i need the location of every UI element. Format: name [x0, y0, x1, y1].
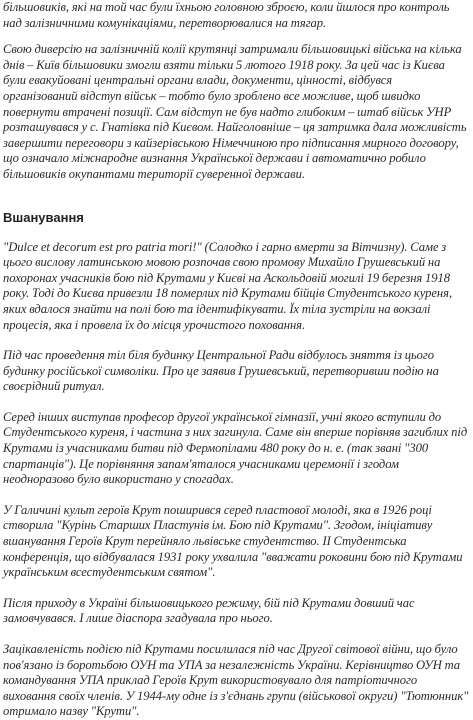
paragraph-central-rada-symbols: Під час проведення тіл біля будинку Центральної Ради відбулось зняття із цього будинку російської символіки. Про це заявив Грушевський, перетворивши подію на своєрідний ритуал.: [3, 348, 439, 394]
article-body: [3, 0, 469, 720]
paragraph-thermopylae-comparison: Серед інших виступав професор другої української гімназії, учні якого вступили до Студентського куреня, і частина з них загинула. Саме він вперше порівняв загиблих під Крутами із учасниками битви під Фермопілами 480 року до н. е. (так звані "300 спартанців"). Це порівняння запам'яталося учасниками церемонії і згодом неодноразово було використано у спогадах.: [3, 409, 468, 487]
paragraph-oun-upa: Зацікавленість подією під Крутами посилилася під час Другої світової війни, що було пов'язано із боротьбою ОУН та УПА за незалежність України. Керівництво ОУН та командування УПА приклад Героїв Крут використовувало для патріотичного виховання своїх членів. У 1944-му одне із з'єднань групи (військової округи) "Тютюнник" отримало назву "Крути".: [3, 642, 469, 719]
paragraph-galicia-plast: У Галичині культ героїв Крут поширився серед пластової молоді, яка в 1926 році створила "Курінь Старших Пластунів ім. Бою під Крутами". Згодом, ініціативу вшанування Героїв Крут перейняло львівське студентство. ІІ Студентська конференція, що відбувалася 1931 року ухвалила "вважати роковини бою під Крутами українським всестудентським святом".: [3, 502, 463, 580]
paragraph-train-burden: більшовиків, які на той час були їхньою головною зброєю, коли йшлося про контроль над залізничними комунікаціями, перетворювалися на тягар.: [3, 0, 450, 30]
paragraph-delay-significance: Свою диверсію на залізничній колії крутянці затримали більшовицькі війська на кілька днів – Київ більшовики змогли взяти тільки 5 лютого 1918 року. За цей час із Києва були евакуйовані центральні органи влади, документи, цінності, відбувся організований відступ військ – тобто було зроблено все можливе, щоб швидко повернути втрачені позиції. Сам відступ не був надто глибоким – штаб військ УНР розташувався у с. Гнатівка під Києвом. Найголовніше – ця затримка дала можливість завершити переговори з кайзерівською Німеччиною про підписання мирного договору, що означало міжнародне визнання Української держави і автоматично робило більшовиків окупантами території суверенної держави.: [3, 42, 467, 181]
section-heading-commemoration: Вшанування: [3, 209, 84, 225]
paragraph-bolshevik-silence: Після приходу в Україні більшовицького режиму, бій під Крутами довший час замовчувався. І лише діаспора згадувала про нього.: [3, 595, 415, 626]
paragraph-hrushevsky-speech: "Dulce et decorum est pro patria mori!" (Солодко і гарно вмерти за Вітчизну). Саме з цього вислову латинською мовою розпочав свою промову Михайло Грушевський на похоронах учасників бою під Крутами у Києві на Аскольдовій могилі 19 березня 1918 року. Тоді до Києва привезли 18 померлих під Крутами бійців Студентського куреня, яких вдалося знайти на полі бою та ідентифікувати. Їх тіла зустріли на вокзалі процесія, яка і провела їх до місця урочистого поховання.: [3, 239, 453, 332]
